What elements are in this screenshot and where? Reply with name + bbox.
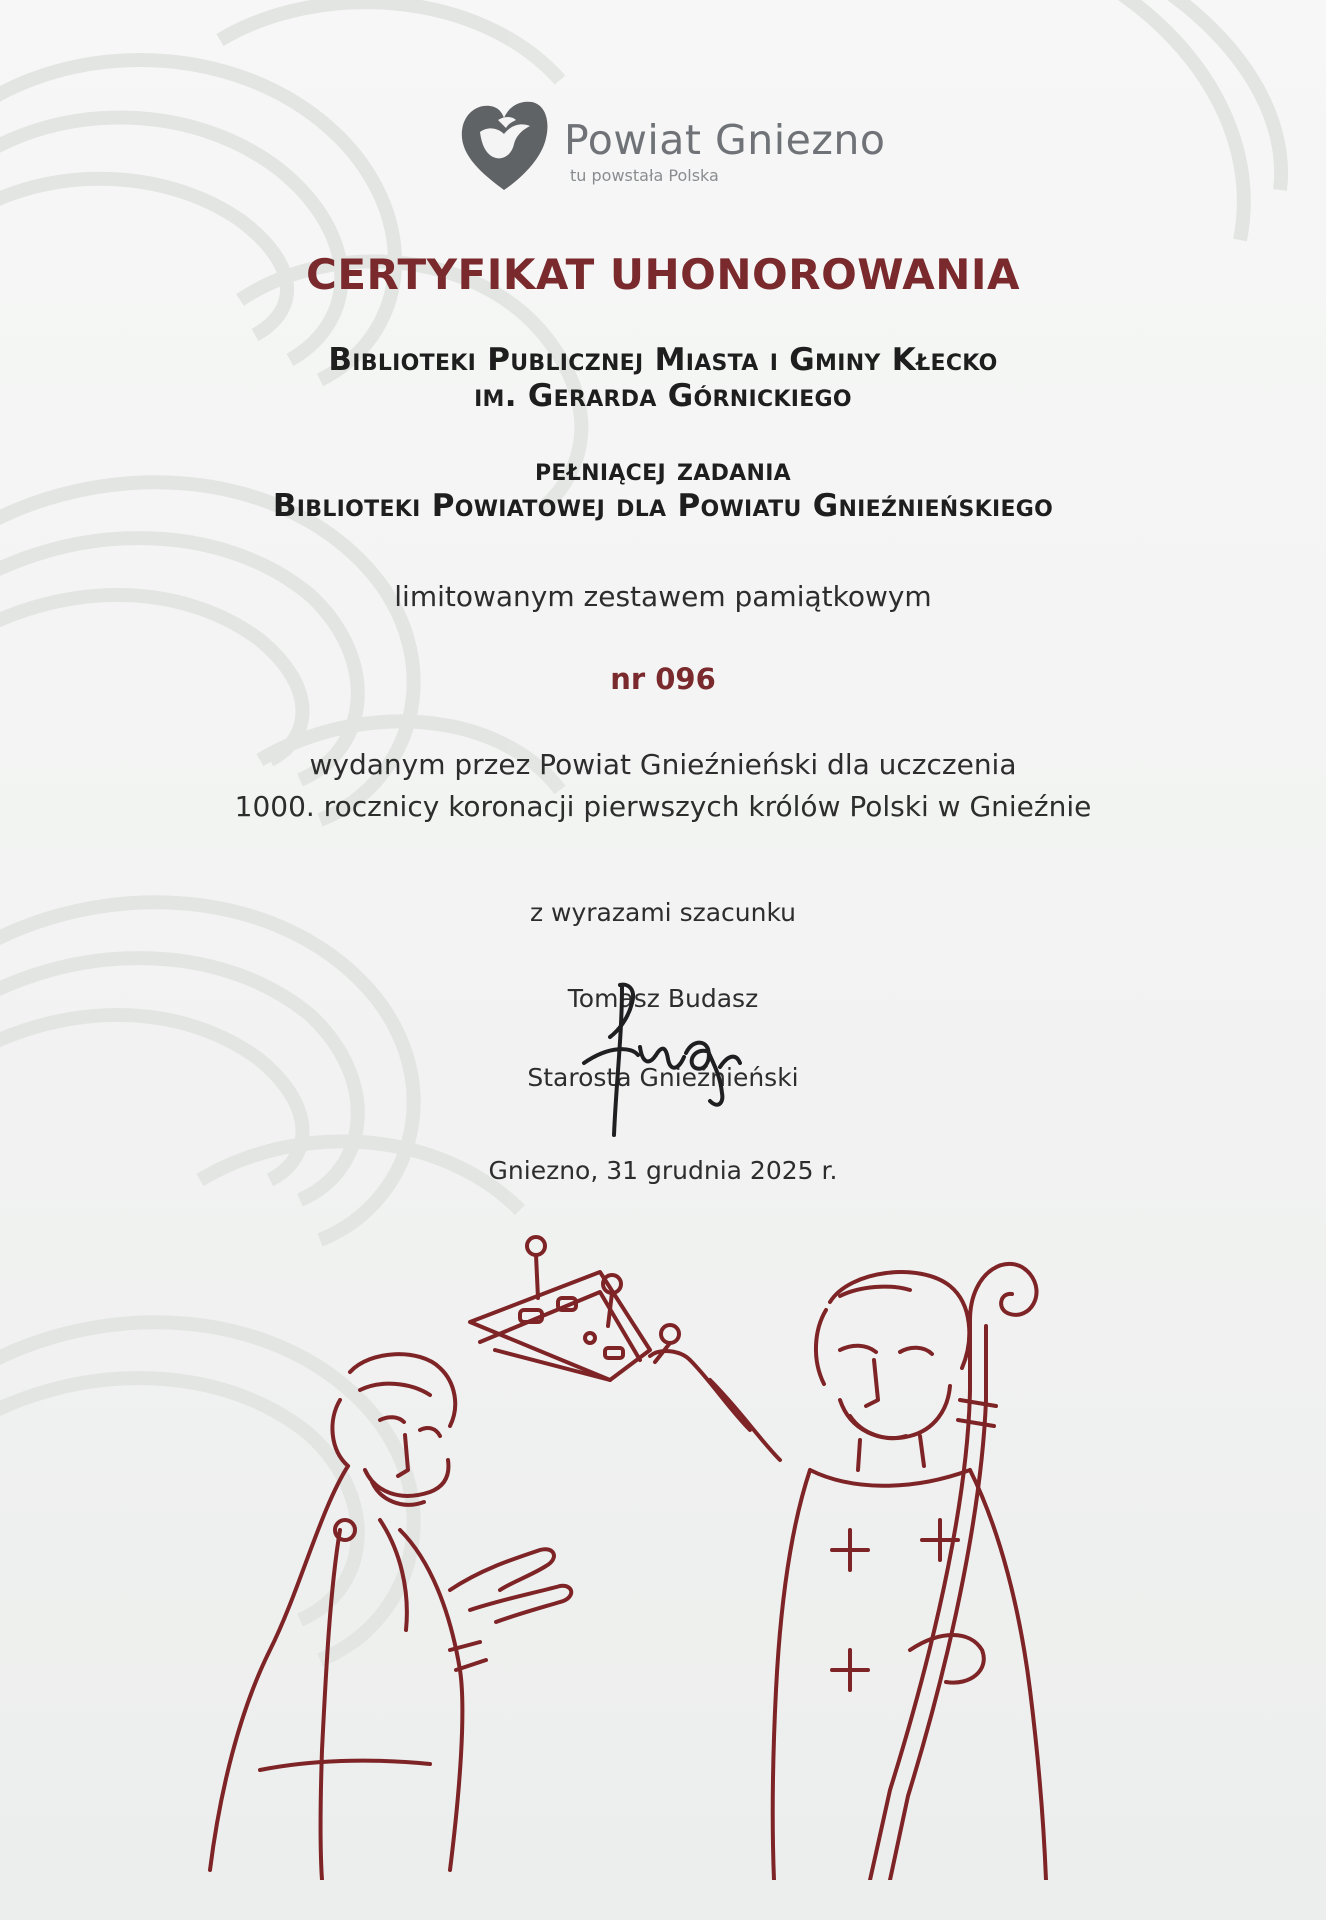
purpose-line-1: wydanym przez Powiat Gnieźnieński dla uczczenia <box>309 748 1017 781</box>
logo-name: Powiat Gniezno <box>564 116 886 164</box>
purpose-line-2: 1000. rocznicy koronacji pierwszych królów Polski w Gnieźnie <box>234 790 1092 823</box>
certificate-title: CERTYFIKAT UHONOROWANIA <box>306 250 1020 299</box>
signatory-title: Starosta Gnieźnieński <box>527 1063 799 1092</box>
crown-drawing <box>470 1237 679 1380</box>
powiat-gniezno-logo <box>458 98 886 198</box>
signatory-name: Tomasz Budasz <box>567 984 759 1013</box>
logo-tagline: tu powstała Polska <box>570 166 719 185</box>
role-line-2: Biblioteki Powiatowej dla Powiatu Gnieźnieńskiego <box>272 488 1054 524</box>
handwritten-signature <box>570 975 770 1150</box>
recipient-line-2: im. Gerarda Górnickiego <box>474 378 852 414</box>
place-date: Gniezno, 31 grudnia 2025 r. <box>488 1156 838 1185</box>
recipient-line-1: Biblioteki Publicznej Miasta i Gminy Kłecko <box>328 342 998 378</box>
role-line-1: pełniącej zadania <box>534 452 792 488</box>
king-drawing <box>210 1354 571 1880</box>
closing-text: z wyrazami szacunku <box>529 898 797 927</box>
certificate-number: nr 096 <box>610 662 716 696</box>
coronation-illustration <box>150 1230 1170 1880</box>
bishop-drawing <box>650 1264 1046 1880</box>
award-line: limitowanym zestawem pamiątkowym <box>394 580 932 613</box>
heart-dove-icon <box>458 98 550 194</box>
